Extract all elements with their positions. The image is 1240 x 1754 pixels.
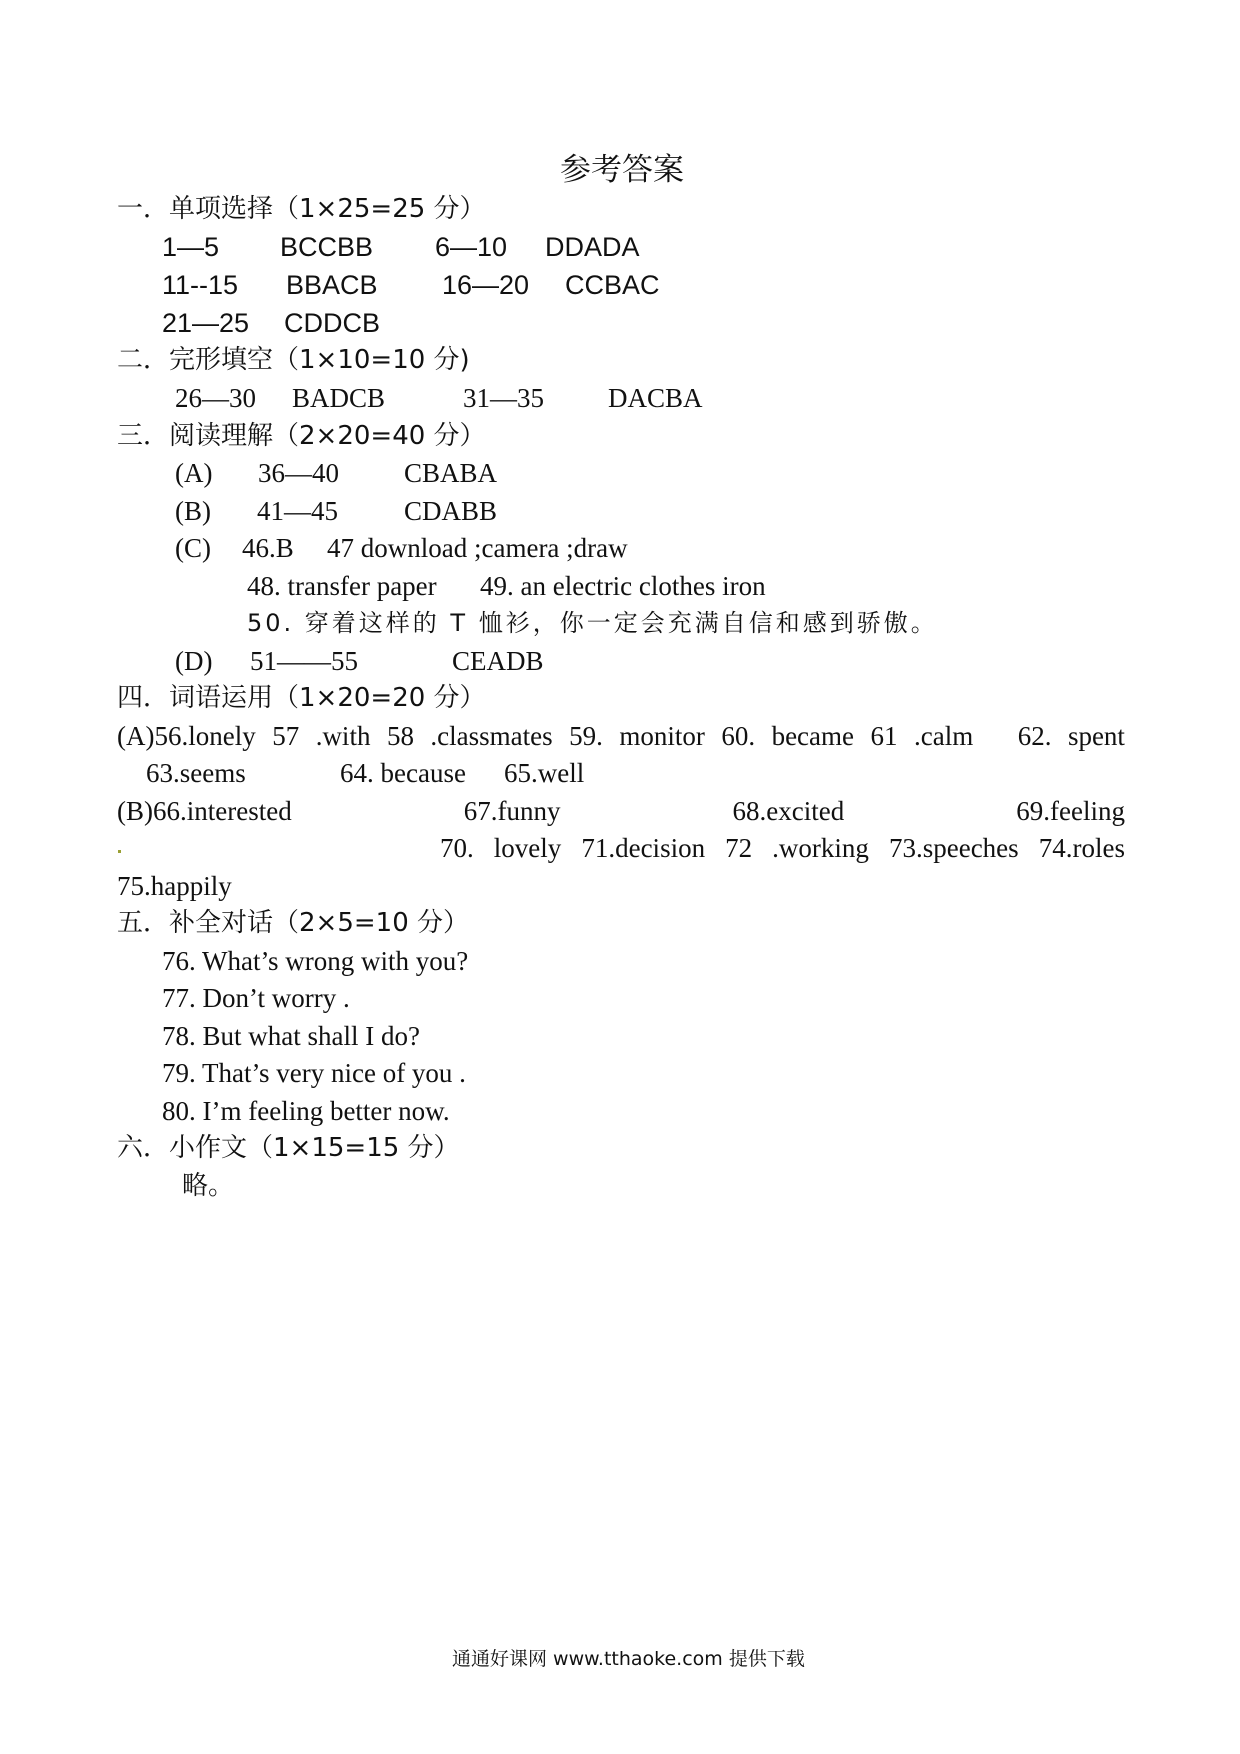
- answer-item: 67.funny: [463, 796, 561, 826]
- section-heading-3: 三．阅读理解（2×20=40 分）: [117, 421, 486, 451]
- answer-row: [440, 831, 1125, 865]
- answer-item: .with: [315, 721, 371, 751]
- answer-item: 60.: [721, 721, 756, 751]
- answer-item: 74.roles: [1038, 833, 1125, 863]
- dialogue-answer: 76. What’s wrong with you?: [162, 946, 469, 976]
- composition-answer: 略。: [182, 1171, 235, 1201]
- section-heading-2: 二．完形填空（1×10=10 分): [117, 345, 470, 375]
- answer-item: .working: [772, 833, 869, 863]
- answer-key: CDABB: [404, 496, 498, 526]
- answer-item: 57: [272, 721, 300, 751]
- answer-item: spent: [1067, 721, 1125, 751]
- dialogue-answer: 77. Don’t worry .: [162, 983, 350, 1013]
- answer-item: 59.: [569, 721, 603, 751]
- answer-item: became: [771, 721, 855, 751]
- answer-key: BBACB: [286, 270, 378, 300]
- page-footer: 通通好课网 www.tthaoke.com 提供下载: [452, 1648, 805, 1670]
- answer-item: 71.decision: [581, 833, 706, 863]
- section-heading-1: 一．单项选择（1×25=25 分）: [117, 194, 486, 224]
- answer-item: 58: [386, 721, 414, 751]
- answer-range: 16—20: [442, 270, 530, 300]
- answer-range: 31—35: [463, 383, 544, 413]
- answer-item: .classmates: [430, 721, 553, 751]
- dialogue-answer: 78. But what shall I do?: [162, 1021, 420, 1051]
- stray-dot: [118, 850, 121, 853]
- answer-item: 75.happily: [117, 871, 232, 901]
- answer-key: DDADA: [545, 232, 640, 262]
- answer-key: CEADB: [452, 646, 544, 676]
- answer-item: 62.: [1017, 721, 1052, 751]
- answer-item: 48. transfer paper: [247, 571, 437, 601]
- answer-item: 70.: [440, 833, 474, 863]
- dialogue-answer: 80. I’m feeling better now.: [162, 1096, 450, 1126]
- answer-item: 68.excited: [732, 796, 845, 826]
- answer-range: 36—40: [258, 458, 339, 488]
- answer-range: 21—25: [162, 308, 250, 338]
- answer-key: CBABA: [404, 458, 498, 488]
- section-heading-6: 六．小作文（1×15=15 分）: [117, 1133, 460, 1163]
- page-title: 参考答案: [560, 152, 684, 188]
- answer-item: 73.speeches: [888, 833, 1019, 863]
- passage-label: (C): [175, 533, 211, 563]
- passage-label: (B): [175, 496, 211, 526]
- answer-item: 49. an electric clothes iron: [480, 571, 766, 601]
- answer-row: [117, 794, 1125, 828]
- answer-item: 72: [725, 833, 753, 863]
- answer-item: .calm: [913, 721, 974, 751]
- section-heading-4: 四．词语运用（1×20=20 分）: [117, 683, 486, 713]
- answer-item: 69.feeling: [1016, 796, 1125, 826]
- answer-range: 41—45: [257, 496, 338, 526]
- answer-key: BADCB: [292, 383, 386, 413]
- answer-item: 64. because: [340, 758, 466, 788]
- answer-item: (B)66.interested: [117, 796, 292, 826]
- answer-key: DACBA: [608, 383, 703, 413]
- answer-range: 51——55: [250, 646, 358, 676]
- answer-item: monitor: [619, 721, 705, 751]
- answer-item: 65.well: [504, 758, 585, 788]
- answer-row: [117, 719, 1125, 753]
- answer-key: BCCBB: [280, 232, 374, 262]
- section-heading-5: 五．补全对话（2×5=10 分）: [117, 908, 470, 938]
- answer-item: 63.seems: [146, 758, 246, 788]
- answer-range: 11--15: [162, 270, 239, 300]
- answer-translation: 50. 穿着这样的 T 恤衫，你一定会充满自信和感到骄傲。: [247, 609, 938, 637]
- passage-label: (D): [175, 646, 213, 676]
- answer-item: lovely: [493, 833, 562, 863]
- answer-item: 46.B: [242, 533, 294, 563]
- answer-range: 26—30: [175, 383, 256, 413]
- answer-range: 6—10: [435, 232, 508, 262]
- passage-label: (A): [175, 458, 213, 488]
- answer-item: 47 download ;camera ;draw: [327, 533, 628, 563]
- answer-key: CDDCB: [284, 308, 381, 338]
- answer-key: CCBAC: [565, 270, 660, 300]
- answer-item: (A)56.lonely: [117, 721, 256, 751]
- answer-item: 61: [870, 721, 898, 751]
- answer-range: 1—5: [162, 232, 220, 262]
- dialogue-answer: 79. That’s very nice of you .: [162, 1058, 466, 1088]
